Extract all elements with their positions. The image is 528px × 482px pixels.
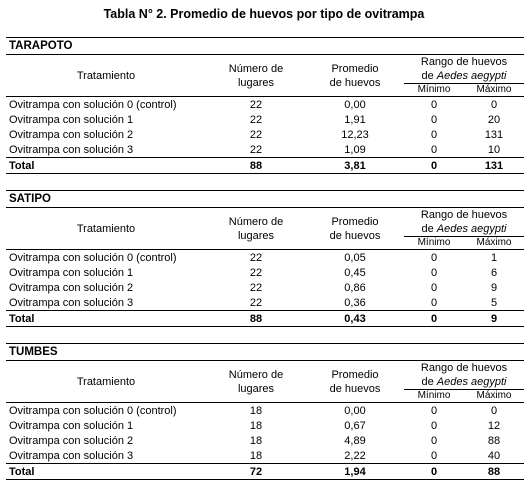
header-rango: Rango de huevos de Aedes aegypti bbox=[420, 209, 508, 235]
header-minimo: Mínimo bbox=[404, 237, 464, 250]
header-promedio: Promedio de huevos bbox=[329, 62, 381, 89]
table-row: Ovitrampa con solución 3 22 0,36 0 5 bbox=[9, 296, 498, 309]
header-promedio: Promedio de huevos bbox=[329, 215, 381, 242]
data-table bbox=[6, 208, 524, 327]
header-maximo: Máximo bbox=[464, 390, 524, 403]
header-tratamiento: Tratamiento bbox=[76, 375, 136, 388]
table-row: Ovitrampa con solución 3 22 1,09 0 10 bbox=[9, 143, 501, 156]
region-name: TUMBES bbox=[9, 346, 58, 358]
header-maximo: Máximo bbox=[464, 84, 524, 97]
total-row: Total 88 0,43 0 9 bbox=[6, 311, 524, 327]
table-row: Ovitrampa con solución 1 22 1,91 0 20 bbox=[9, 113, 501, 126]
region-name: TARAPOTO bbox=[9, 40, 73, 52]
table-row: Ovitrampa con solución 0 (control) 22 0,05 0 1 bbox=[9, 251, 498, 264]
header-rango: Rango de huevos de Aedes aegypti bbox=[420, 362, 508, 388]
header-minimo: Mínimo bbox=[404, 84, 464, 97]
table-row: Ovitrampa con solución 1 22 0,45 0 6 bbox=[9, 266, 498, 279]
region-name: SATIPO bbox=[9, 193, 51, 205]
section-satipo bbox=[6, 190, 524, 327]
header-promedio: Promedio de huevos bbox=[329, 368, 381, 395]
table-row: Ovitrampa con solución 0 (control) 22 0,00 0 0 bbox=[9, 98, 498, 111]
data-table bbox=[6, 361, 524, 480]
header-rango: Rango de huevos de Aedes aegypti bbox=[420, 56, 508, 82]
total-row: Total 72 1,94 0 88 bbox=[6, 464, 524, 480]
table-title: Tabla N° 2. Promedio de huevos por tipo de ovitrampa bbox=[103, 7, 425, 21]
table-row: Ovitrampa con solución 0 (control) 18 0,00 0 0 bbox=[9, 404, 498, 417]
header-maximo: Máximo bbox=[464, 237, 524, 250]
header-numero: Número de lugares bbox=[228, 368, 284, 395]
table-row: Ovitrampa con solución 2 18 4,89 0 88 bbox=[9, 434, 501, 447]
header-numero: Número de lugares bbox=[228, 62, 284, 89]
table-row: Ovitrampa con solución 2 22 0,86 0 9 bbox=[9, 281, 498, 294]
header-numero: Número de lugares bbox=[228, 215, 284, 242]
header-tratamiento: Tratamiento bbox=[76, 69, 136, 82]
section-tarapoto bbox=[6, 37, 524, 174]
header-minimo: Mínimo bbox=[404, 390, 464, 403]
total-row: Total 88 3,81 0 131 bbox=[6, 158, 524, 174]
table-row: Ovitrampa con solución 2 22 12,23 0 131 bbox=[9, 128, 504, 141]
table-row: Ovitrampa con solución 3 18 2,22 0 40 bbox=[9, 449, 501, 462]
section-tumbes bbox=[6, 343, 524, 480]
header-tratamiento: Tratamiento bbox=[76, 222, 136, 235]
table-row: Ovitrampa con solución 1 18 0,67 0 12 bbox=[9, 419, 501, 432]
data-table bbox=[6, 55, 524, 174]
